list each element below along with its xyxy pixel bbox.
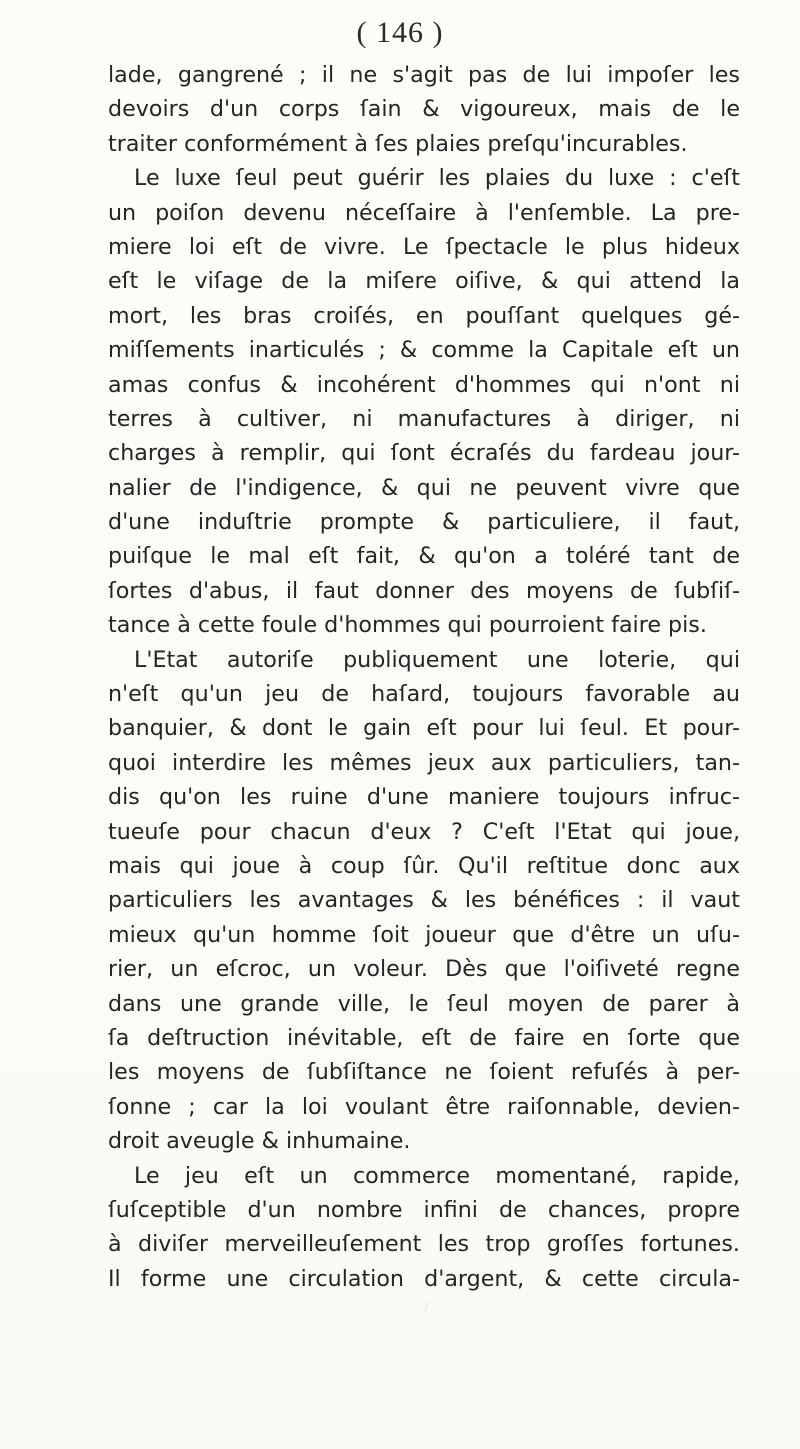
text-line: rier, un eſcroc, un voleur. Dès que l'oiſiveté regne (108, 956, 740, 983)
text-line: quoi interdire les mêmes jeux aux particuliers, tan- (108, 749, 740, 776)
text-line: banquier, & dont le gain eſt pour lui ſeul. Et pour- (108, 715, 740, 742)
text-line: Le jeu eſt un commerce momentané, rapide, (134, 1162, 740, 1189)
text-line: ſonne ; car la loi voulant être raiſonnable, devien- (108, 1093, 740, 1120)
text-line: tance à cette foule d'hommes qui pourroient faire pis. (108, 612, 707, 639)
text-line: tueuſe pour chacun d'eux ? C'eſt l'Etat qui joue, (108, 818, 740, 845)
text-line: devoirs d'un corps ſain & vigoureux, mais de le (108, 96, 740, 123)
text-line: lade, gangrené ; il ne s'agit pas de lui impoſer les (108, 62, 740, 88)
text-line: particuliers les avantages & les bénéfices : il vaut (108, 887, 740, 914)
text-line: n'eſt qu'un jeu de haſard, toujours favorable au (108, 681, 740, 708)
body-text (108, 58, 740, 1296)
text-line: Il forme une circulation d'argent, & cette circula- (108, 1265, 740, 1292)
paper-speck (422, 1300, 430, 1314)
text-line: puiſque le mal eſt fait, & qu'on a toléré tant de (108, 543, 740, 570)
text-line: miſſements inarticulés ; & comme la Capitale eſt un (108, 337, 740, 364)
text-line: les moyens de ſubſiſtance ne ſoient refuſés à per- (108, 1059, 740, 1086)
text-line: ſa deſtruction inévitable, eſt de faire en ſorte que (108, 1024, 740, 1051)
text-line: dis qu'on les ruine d'une maniere toujours infruc- (108, 784, 740, 811)
text-line: amas confus & incohérent d'hommes qui n'ont ni (108, 371, 740, 398)
text-line: terres à cultiver, ni manufactures à diriger, ni (108, 405, 740, 432)
text-line: Le luxe ſeul peut guérir les plaies du luxe : c'eſt (134, 165, 740, 192)
text-line: dans une grande ville, le ſeul moyen de parer à (108, 990, 740, 1017)
text-line: nalier de l'indigence, & qui ne peuvent vivre que (108, 474, 740, 501)
text-line: mort, les bras croiſés, en pouſſant quelques gé- (108, 302, 740, 329)
text-line: à diviſer merveilleuſement les trop groſſes fortunes. (108, 1231, 740, 1258)
text-line: d'une induſtrie prompte & particuliere, il faut, (108, 509, 740, 536)
page-number: ( 146 ) (356, 16, 444, 49)
text-line: un poiſon devenu néceſſaire à l'enſemble. La pre- (108, 199, 740, 226)
text-line: miere loi eſt de vivre. Le ſpectacle le plus hideux (108, 233, 740, 260)
text-line: charges à remplir, qui ſont écraſés du fardeau jour- (108, 440, 740, 467)
text-line: ſortes d'abus, il faut donner des moyens de ſubſiſ- (108, 577, 740, 604)
text-line: droit aveugle & inhumaine. (108, 1128, 411, 1155)
text-line: mais qui joue à coup ſûr. Qu'il reſtitue donc aux (108, 852, 740, 879)
text-line: mieux qu'un homme ſoit joueur que d'être un uſu- (108, 921, 740, 948)
text-line: ſuſceptible d'un nombre infini de chances, propre (108, 1196, 740, 1223)
text-line: eſt le viſage de la miſere oiſive, & qui attend la (108, 268, 740, 295)
text-line: traiter conformément à ſes plaies preſqu'incurables. (108, 130, 688, 157)
text-line: L'Etat autoriſe publiquement une loterie, qui (134, 646, 740, 673)
